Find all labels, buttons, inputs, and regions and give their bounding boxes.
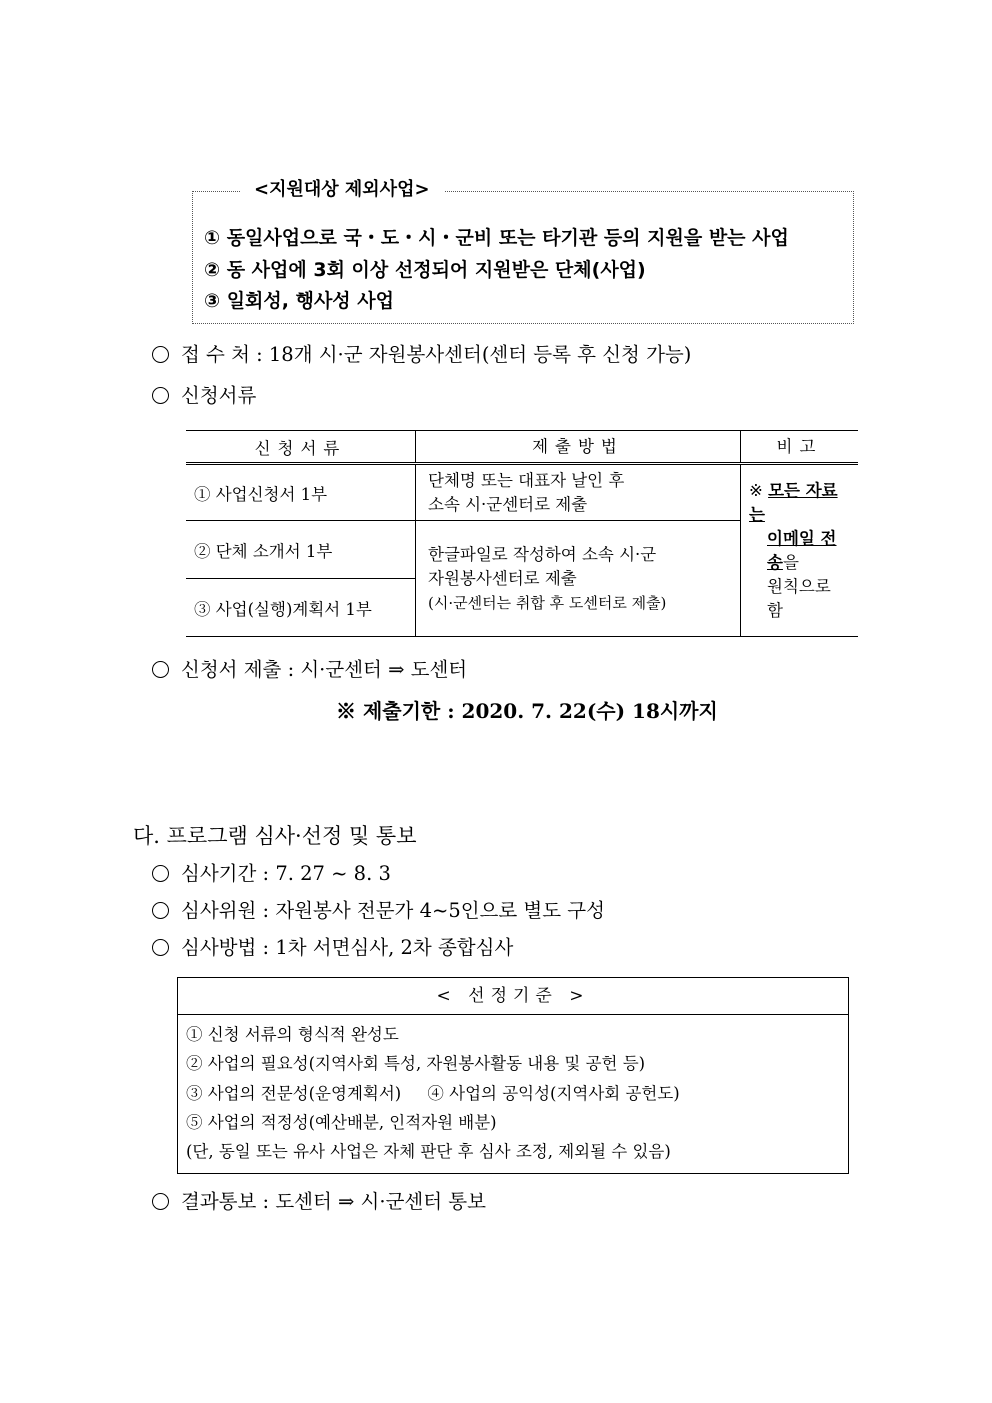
header-note: 비고: [741, 431, 859, 464]
header-method: 제출방법: [416, 431, 741, 464]
doc-cell-3: ③ 사업(실행)계획서 1부: [186, 579, 416, 637]
exclusion-item-2: ② 동 사업에 3회 이상 선정되어 지원받은 단체(사업): [204, 259, 646, 281]
criteria-title: < 선정기준 >: [177, 977, 849, 1015]
criteria-line-1: ① 신청 서류의 형식적 완성도: [186, 1025, 399, 1044]
circle-bullet-icon: [152, 346, 169, 363]
method-cell-shared: 한글파일로 작성하여 소속 시·군 자원봉사센터로 제출 (시·군센터는 취합 후 도센터로 제출): [416, 521, 741, 637]
method-cell-1: 단체명 또는 대표자 날인 후 소속 시·군센터로 제출: [416, 464, 741, 521]
deadline: ※ 제출기한 : 2020. 7. 22(수) 18시까지: [336, 699, 718, 723]
documents-heading: 신청서류: [152, 382, 256, 410]
documents-table: [186, 430, 858, 637]
submission-line: 신청서 제출 : 시·군센터 ⇒ 도센터: [152, 656, 467, 684]
criteria-line-3: ③ 사업의 전문성(운영계획서) ④ 사업의 공익성(지역사회 공헌도): [186, 1084, 680, 1103]
criteria-line-2: ② 사업의 필요성(지역사회 특성, 자원봉사활동 내용 및 공헌 등): [186, 1054, 646, 1073]
review-committee: 심사위원 : 자원봉사 전문가 4~5인으로 별도 구성: [152, 897, 605, 925]
review-period: 심사기간 : 7. 27 ~ 8. 3: [152, 860, 391, 888]
exclusion-title: <지원대상 제외사업>: [240, 176, 444, 204]
criteria-line-4: ⑤ 사업의 적정성(예산배분, 인적자원 배분): [186, 1113, 497, 1132]
reception-line: 접 수 처 : 18개 시·군 자원봉사센터(센터 등록 후 신청 가능): [152, 341, 691, 369]
review-method: 심사방법 : 1차 서면심사, 2차 종합심사: [152, 934, 513, 962]
criteria-line-5: (단, 동일 또는 유사 사업은 자체 판단 후 심사 조정, 제외될 수 있음): [186, 1142, 671, 1161]
doc-cell-1: ① 사업신청서 1부: [186, 464, 416, 521]
circle-bullet-icon: [152, 387, 169, 404]
result-notice: 결과통보 : 도센터 ⇒ 시·군센터 통보: [152, 1188, 486, 1216]
doc-cell-2: ② 단체 소개서 1부: [186, 521, 416, 579]
circle-bullet-icon: [152, 661, 169, 678]
note-cell: ※ 모든 자료는 이메일 전송을 원칙으로 함: [741, 464, 859, 637]
circle-bullet-icon: [152, 939, 169, 956]
circle-bullet-icon: [152, 865, 169, 882]
exclusion-item-1: ① 동일사업으로 국・도・시・군비 또는 타기관 등의 지원을 받는 사업: [204, 227, 789, 249]
circle-bullet-icon: [152, 902, 169, 919]
circle-bullet-icon: [152, 1193, 169, 1210]
section-title: 다. 프로그램 심사·선정 및 통보: [133, 824, 417, 848]
header-documents: 신청서류: [186, 431, 416, 464]
exclusion-item-3: ③ 일회성, 행사성 사업: [204, 290, 394, 312]
